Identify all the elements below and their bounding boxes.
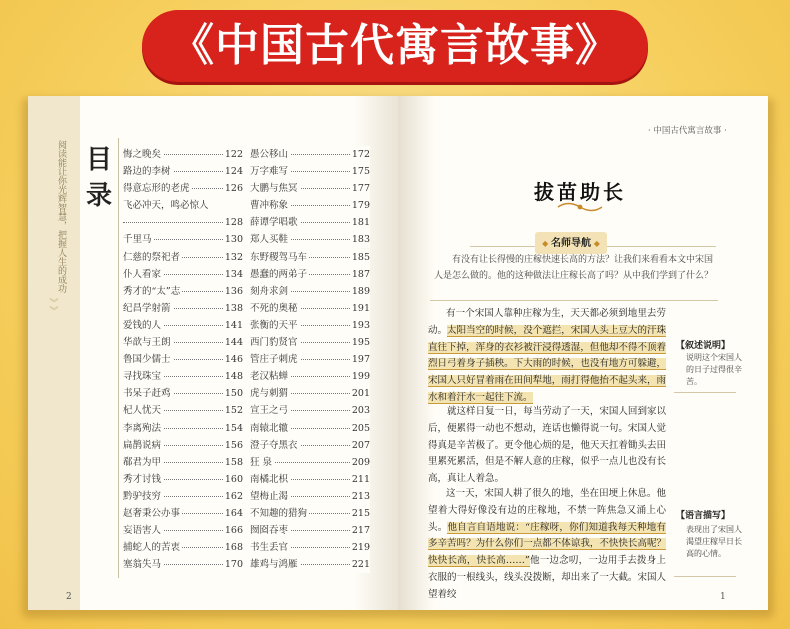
toc-entry-title: 寻找珠宝 <box>123 368 163 385</box>
right-page-number: 1 <box>720 592 726 602</box>
toc-entry-page: 144 <box>223 334 243 351</box>
toc-entry-page: 164 <box>223 505 243 522</box>
toc-entry-title: 爱钱的人 <box>123 317 163 334</box>
toc-entry-title: 澄子夺黑衣 <box>250 437 300 454</box>
toc-divider <box>118 138 119 578</box>
toc-entry[interactable] <box>123 402 243 419</box>
toc-entry-page: 141 <box>223 317 243 334</box>
toc-entry-title: 秀才的“太”志 <box>123 283 182 300</box>
paragraph-3-tail: 他一边念叨，一边用手去拨身上衣服的一根线头，线头没拨断，却出来了一大截。宋国人望着绞 <box>428 555 666 600</box>
toc-entry-title: 愚公移山 <box>250 146 290 163</box>
toc-entry-title: 路边的李树 <box>123 163 173 180</box>
toc-entry-page: 189 <box>350 283 370 300</box>
toc-entry[interactable] <box>250 471 370 488</box>
title-banner <box>142 10 648 82</box>
toc-entry-title: 鲁国少儒士 <box>123 351 173 368</box>
toc-entry[interactable] <box>250 368 370 385</box>
toc-entry[interactable] <box>250 283 370 300</box>
toc-entry-title: 黔驴技穷 <box>123 488 163 505</box>
toc-entry[interactable] <box>123 420 243 437</box>
toc-entry[interactable] <box>250 249 370 266</box>
toc-entry[interactable] <box>250 231 370 248</box>
toc-entry[interactable] <box>123 317 243 334</box>
toc-entry-page: 217 <box>350 522 370 539</box>
toc-entry-title: 仁慈的祭祀者 <box>123 249 182 266</box>
paragraph-3-highlight: 他自言自语地说：“庄稼呀，你们知道我每天种地有多辛苦吗？为什么你们一点都不体谅我，不快快长高呢？快快长高，快长高……” <box>428 521 666 567</box>
toc-entry-page: 185 <box>350 249 370 266</box>
toc-entry-title: 郑人买鞋 <box>250 231 290 248</box>
toc-entry[interactable] <box>123 385 243 402</box>
toc-entry-title: 千里马 <box>123 231 154 248</box>
toc-entry-page: 162 <box>223 488 243 505</box>
toc-entry[interactable] <box>123 334 243 351</box>
intro-text: 有没有让长得慢的庄稼快速长高的方法？让我们来看看本文中宋国人是怎么做的。他的这种做法让庄稼长高了吗？从中我们学到了什么？ <box>434 255 714 281</box>
paragraph-1-plain: 有一个宋国人靠种庄稼为生，天天都必须到地里去劳动。 <box>428 308 666 336</box>
toc-entry-page: 199 <box>350 368 370 385</box>
toc-entry-page: 134 <box>223 266 243 283</box>
toc-entry[interactable] <box>250 197 370 214</box>
story-title: 拔苗助长 <box>534 180 626 204</box>
toc-entry-page: 193 <box>350 317 370 334</box>
toc-entry[interactable] <box>250 488 370 505</box>
toc-entry-title: 仆人看家 <box>123 266 163 283</box>
note-2-text: 表现出了宋国人渴望庄稼早日长高的心情。 <box>686 525 742 558</box>
toc-entry-page: 156 <box>223 437 243 454</box>
toc-entry-title: 刻舟求剑 <box>250 283 290 300</box>
toc-entry[interactable] <box>250 214 370 231</box>
toc-entry-page: 158 <box>223 454 243 471</box>
toc-entry-page: 205 <box>350 420 370 437</box>
toc-entry-page: 170 <box>223 556 243 573</box>
toc-entry-title: 塞翁失马 <box>123 556 163 573</box>
toc-entry[interactable] <box>123 454 243 471</box>
toc-entry[interactable] <box>250 266 370 283</box>
toc-entry[interactable] <box>123 146 243 163</box>
toc-entry-title: 秀才讨钱 <box>123 471 163 488</box>
toc-entry-page: 168 <box>223 539 243 556</box>
toc-entry[interactable] <box>123 231 243 248</box>
toc-entry-page: 203 <box>350 402 370 419</box>
toc-entry-page: 179 <box>350 197 370 214</box>
toc-entry-title: 张衡的天平 <box>250 317 300 334</box>
toc-entry[interactable] <box>123 488 243 505</box>
toc-entry[interactable] <box>250 402 370 419</box>
toc-heading: 目录 <box>86 145 113 211</box>
toc-entry[interactable] <box>250 522 370 539</box>
toc-entry-page: 154 <box>223 420 243 437</box>
toc-entry[interactable] <box>250 300 370 317</box>
toc-entry[interactable] <box>123 471 243 488</box>
toc-entry-title: 悔之晚矣 <box>123 146 163 163</box>
toc-entry[interactable] <box>123 437 243 454</box>
toc-entry-title: 不知趣的猎狗 <box>250 505 309 522</box>
toc-entry-title: 杞人忧天 <box>123 402 163 419</box>
guide-badge: ◆ 名师导航 ◆ <box>535 232 607 254</box>
toc-entry-title: 书呆子赶鸡 <box>123 385 173 402</box>
banner-title: 《中国古代寓言故事》 <box>170 20 620 71</box>
note-2-rule <box>674 576 736 577</box>
toc-entry[interactable] <box>250 180 370 197</box>
toc-entry-page: 215 <box>350 505 370 522</box>
toc-entry-title: 薛谭学唱歌 <box>250 214 300 231</box>
toc-entry-title: 得意忘形的老虎 <box>123 180 192 197</box>
toc-entry[interactable] <box>250 505 370 522</box>
toc-entry[interactable] <box>250 351 370 368</box>
toc-entry-page: 126 <box>223 180 243 197</box>
toc-entry[interactable] <box>123 300 243 317</box>
toc-entry-page: 132 <box>223 249 243 266</box>
toc-entry-page: 181 <box>350 214 370 231</box>
toc-entry[interactable] <box>123 180 243 197</box>
toc-entry[interactable] <box>123 505 243 522</box>
toc-entry[interactable] <box>250 317 370 334</box>
toc-entry-title: 华歆与王朗 <box>123 334 173 351</box>
toc-entry-title: 郗君为甲 <box>123 454 163 471</box>
toc-entry-page: 195 <box>350 334 370 351</box>
running-head: · 中国古代寓言故事 · <box>648 126 727 136</box>
ornament-icon <box>556 200 604 214</box>
toc-entry-page: 148 <box>223 368 243 385</box>
note-2-label: 【语言描写】 <box>676 511 731 521</box>
toc-entry-title: 李离殉法 <box>123 420 163 437</box>
toc-entry-page: 136 <box>223 283 243 300</box>
toc-entry-page: 207 <box>350 437 370 454</box>
toc-entry-title: 西门豹贤官 <box>250 334 300 351</box>
toc-entry[interactable] <box>250 146 370 163</box>
toc-entry[interactable] <box>123 249 243 266</box>
toc-entry-title: 扁鹊说病 <box>123 437 163 454</box>
toc-entry-page: 122 <box>223 146 243 163</box>
toc-entry-title: 南橘北枳 <box>250 471 290 488</box>
toc-entry-page: 128 <box>223 214 243 231</box>
toc-entry-title: 虎与刺猬 <box>250 385 290 402</box>
toc-entry[interactable] <box>250 556 370 573</box>
toc-entry-page: 221 <box>350 556 370 573</box>
toc-entry[interactable] <box>250 163 370 180</box>
toc-entry[interactable] <box>250 385 370 402</box>
toc-entry[interactable] <box>250 334 370 351</box>
toc-entry[interactable] <box>123 214 243 231</box>
toc-entry-page: 201 <box>350 385 370 402</box>
toc-entry-title: 愚蠢的两弟子 <box>250 266 309 283</box>
toc-entry-page: 209 <box>350 454 370 471</box>
toc-entry-title: 老汉粘蝉 <box>250 368 290 385</box>
toc-entry[interactable] <box>250 420 370 437</box>
toc-entry-title: 纪昌学射箭 <box>123 300 173 317</box>
toc-entry-title: 管庄子刺虎 <box>250 351 300 368</box>
toc-entry-title: 妄语害人 <box>123 522 163 539</box>
note-1-label: 【叙述说明】 <box>676 341 731 351</box>
toc-entry-title: 万字难写 <box>250 163 290 180</box>
toc-entry-page: 183 <box>350 231 370 248</box>
toc-entry-title: 宣王之弓 <box>250 402 290 419</box>
toc-entry-title: 望梅止渴 <box>250 488 290 505</box>
toc-entry[interactable] <box>123 351 243 368</box>
left-page-number: 2 <box>66 592 72 602</box>
toc-entry-title: 书生丢官 <box>250 539 290 556</box>
toc-entry-title: 大鹏与焦冥 <box>250 180 300 197</box>
paragraph-3 <box>428 486 666 604</box>
toc-column-2 <box>250 146 370 573</box>
toc-entry-page: 213 <box>350 488 370 505</box>
chevron-down-icon: ︾ ︾ <box>49 299 59 317</box>
toc-entry-title: 赵奢秉公办事 <box>123 505 182 522</box>
toc-entry-title: 南辕北辙 <box>250 420 290 437</box>
toc-entry-page: 166 <box>223 522 243 539</box>
intro-rule <box>430 300 718 301</box>
toc-entry-title: 狂 泉 <box>250 454 274 471</box>
toc-entry-page: 175 <box>350 163 370 180</box>
toc-entry[interactable] <box>250 437 370 454</box>
toc-entry-title: 不死的奥秘 <box>250 300 300 317</box>
toc-entry-page: 191 <box>350 300 370 317</box>
toc-entry[interactable] <box>123 368 243 385</box>
paragraph-1 <box>428 306 666 407</box>
toc-entry-title: 捕蛇人的苦衷 <box>123 539 182 556</box>
toc-entry[interactable] <box>123 197 243 214</box>
toc-entry[interactable] <box>123 163 243 180</box>
toc-entry[interactable] <box>123 283 243 300</box>
side-slogan: 阅读能让你光辉智慧，把握人生的成功 <box>56 140 66 293</box>
toc-entry-page: 130 <box>223 231 243 248</box>
toc-entry[interactable] <box>250 539 370 556</box>
toc-entry-title: 曹冲称象 <box>250 197 290 214</box>
toc-entry-page: 211 <box>350 471 370 488</box>
toc-entry-page: 124 <box>223 163 243 180</box>
toc-entry[interactable] <box>123 539 243 556</box>
paragraph-1-highlight: 太阳当空的时候，没个遮拦，宋国人头上豆大的汗珠直往下掉，浑身的衣衫被汗浸得透湿，但他却不得不顶着烈日弓着身子插秧。下大雨的时候，也没有地方可躲避，宋国人只好冒着雨在田间犁地，雨打得他抬不起头来，雨水和着汗水一起往下流。 <box>428 324 666 403</box>
note-1-rule <box>674 392 736 393</box>
toc-entry-page: 152 <box>223 402 243 419</box>
toc-entry[interactable] <box>123 522 243 539</box>
toc-entry-page: 150 <box>223 385 243 402</box>
toc-entry[interactable] <box>123 556 243 573</box>
toc-entry-title: 囫囵吞枣 <box>250 522 290 539</box>
toc-entry-page: 177 <box>350 180 370 197</box>
toc-entry-title: 飞必冲天，鸣必惊人 <box>123 197 211 214</box>
paragraph-2: 就这样日复一日，每当劳动了一天，宋国人回到家以后，便累得一动也不想动，连话也懒得说一句。宋国人觉得真是辛苦极了。更令他心烦的是，他天天扛着锄头去田里累死累活，但是不解人意的庄稼，似乎一点儿也没有长高，真让人着急。 <box>428 406 666 485</box>
toc-entry-page: 187 <box>350 266 370 283</box>
toc-entry-page: 197 <box>350 351 370 368</box>
paragraph-3-plain: 这一天，宋国人耕了很久的地，坐在田埂上休息。他望着大得好像没有边的庄稼地，不禁一阵焦急又涌上心头。 <box>428 488 666 533</box>
toc-entry[interactable] <box>123 266 243 283</box>
toc-entry-page: 160 <box>223 471 243 488</box>
toc-entry-page: 172 <box>350 146 370 163</box>
note-1-text: 说明这个宋国人的日子过得很辛苦。 <box>686 353 742 386</box>
toc-entry-page: 138 <box>223 300 243 317</box>
toc-entry[interactable] <box>250 454 370 471</box>
toc-entry-page: 219 <box>350 539 370 556</box>
toc-entry-title: 东野稷驾马车 <box>250 249 309 266</box>
toc-entry-page: 146 <box>223 351 243 368</box>
toc-column-1 <box>123 146 243 573</box>
toc-entry-title: 雄鸡与鸿雁 <box>250 556 300 573</box>
